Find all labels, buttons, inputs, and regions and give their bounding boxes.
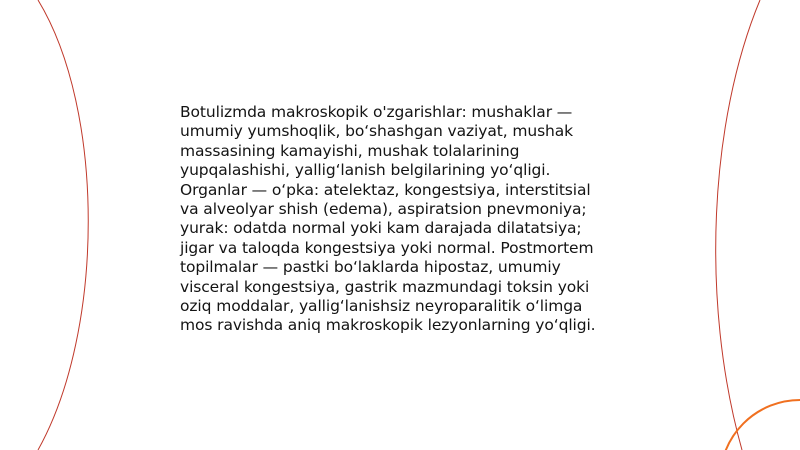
- text-line: massasining kamayishi, mushak tolalarining: [180, 141, 520, 160]
- text-line: topilmalar — pastki bo‘laklarda hipostaz, umumiy: [180, 258, 561, 277]
- accent-circle: [720, 400, 800, 450]
- text-line: yupqalashishi, yallig‘lanish belgilarining yo‘qligi.: [180, 161, 551, 180]
- text-line: umumiy yumshoqlik, bo‘shashgan vaziyat, mushak: [180, 122, 574, 141]
- left-arc: [38, 0, 88, 450]
- text-line: yurak: odatda normal yoki kam darajada dilatatsiya;: [180, 219, 582, 238]
- body-paragraph: [180, 103, 625, 336]
- text-line: jigar va taloqda kongestsiya yoki normal. Postmortem: [180, 238, 594, 257]
- text-line: visceral kongestsiya, gastrik mazmundagi toksin yoki: [180, 277, 590, 296]
- text-line: Botulizmda makroskopik o'zgarishlar: mushaklar —: [180, 103, 573, 121]
- text-line: oziq moddalar, yallig‘lanishsiz neyroparalitik o‘limga: [180, 297, 583, 316]
- text-line: Organlar — o‘pka: atelektaz, kongestsiya, interstitsial: [180, 180, 591, 199]
- text-line: va alveolyar shish (edema), aspiratsion pnevmoniya;: [180, 200, 587, 219]
- text-line: mos ravishda aniq makroskopik lezyonlarning yo‘qligi.: [180, 316, 596, 335]
- right-arc: [716, 0, 760, 450]
